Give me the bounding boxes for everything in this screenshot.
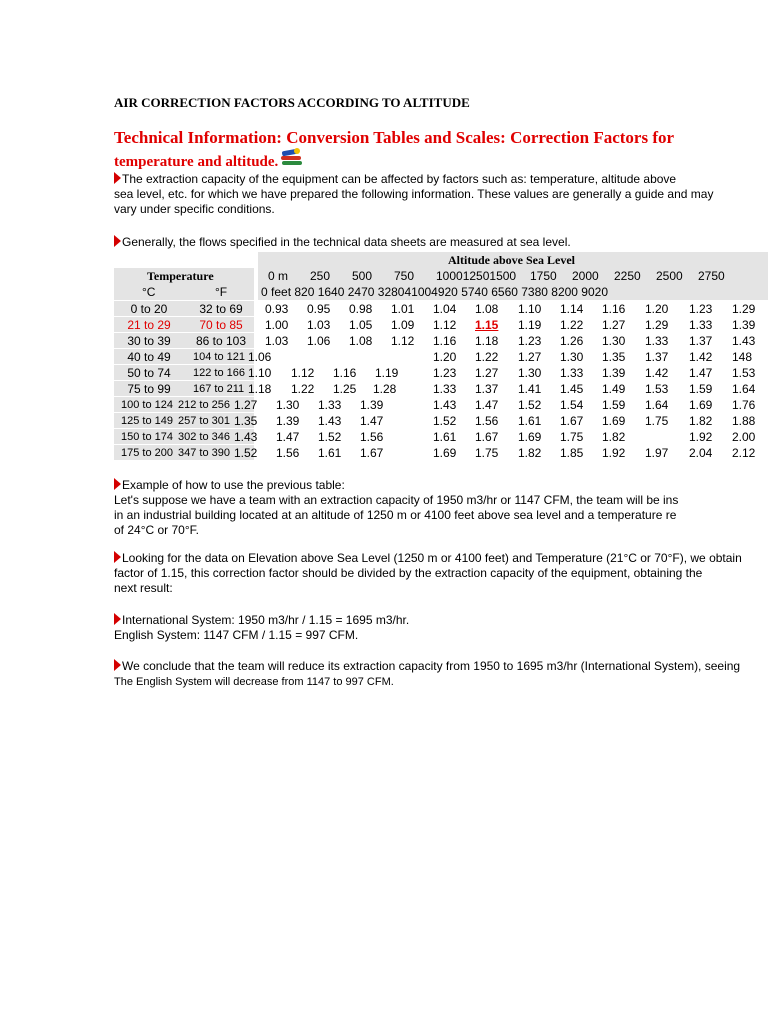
factor-cell: 1.29 (732, 302, 756, 316)
factor-cell: 1.39 (732, 318, 756, 332)
example-line-1: Let's suppose we have a team with an extraction capacity of 1950 m3/hr or 1147 CFM, the team will be ins (114, 493, 679, 507)
factor-cell: 1.49 (602, 382, 626, 396)
example-heading: Example of how to use the previous table: (122, 478, 345, 492)
meters-header-cell: 1750 (530, 269, 557, 283)
factor-cell: 1.43 (234, 430, 258, 444)
factor-cell: 1.67 (360, 446, 384, 460)
fahrenheit-cell: 302 to 346 (178, 431, 230, 443)
conclusion-line-2: The English System will decrease from 1147 to 997 CFM. (114, 676, 394, 688)
factor-cell: 1.69 (602, 414, 626, 428)
factor-cell: 2.12 (732, 446, 756, 460)
factor-cell: 1.23 (433, 366, 457, 380)
factor-cell: 1.00 (265, 318, 289, 332)
factor-cell: 1.30 (602, 334, 626, 348)
fahrenheit-cell: 32 to 69 (199, 302, 243, 316)
meters-header-cell: 100012501500 (436, 269, 517, 283)
factor-cell: 1.10 (518, 302, 542, 316)
factor-cell: 1.67 (560, 414, 584, 428)
result-international: International System: 1950 m3/hr / 1.15 = 1695 m3/hr. (122, 613, 410, 627)
factor-cell: 1.27 (518, 350, 542, 364)
factor-cell: 1.41 (518, 382, 542, 396)
factor-cell: 2.00 (732, 430, 756, 444)
factor-cell: 1.75 (560, 430, 584, 444)
factor-cell: 1.14 (560, 302, 584, 316)
factor-cell: 1.64 (732, 382, 756, 396)
factor-cell: 1.33 (560, 366, 584, 380)
factor-cell: 1.23 (689, 302, 713, 316)
fahrenheit-cell: 104 to 121 (193, 351, 245, 363)
celsius-cell: 175 to 200 (121, 447, 173, 459)
factor-cell: 1.37 (645, 350, 669, 364)
factor-cell: 1.22 (475, 350, 499, 364)
factor-cell: 1.22 (560, 318, 584, 332)
factor-cell: 1.28 (373, 382, 397, 396)
feet-row: 0 feet 820 1640 2470 328041004920 5740 6560 7380 8200 9020 (261, 285, 609, 299)
factor-cell: 1.16 (433, 334, 457, 348)
bullet-arrow-icon (114, 659, 121, 671)
factor-cell: 1.47 (689, 366, 713, 380)
factor-cell: 1.03 (265, 334, 289, 348)
factor-cell: 1.43 (732, 334, 756, 348)
intro-line-1: The extraction capacity of the equipment can be affected by factors such as: temperature, altitude above (122, 172, 677, 186)
factor-cell: 148 (732, 350, 753, 364)
bullet-arrow-icon (114, 613, 121, 625)
factor-cell: 1.18 (248, 382, 272, 396)
factor-cell: 0.98 (349, 302, 373, 316)
factor-cell: 1.53 (732, 366, 756, 380)
factor-cell: 1.69 (689, 398, 713, 412)
meters-header-cell: 750 (394, 269, 415, 283)
factor-cell: 1.47 (475, 398, 499, 412)
fahrenheit-header: °F (215, 285, 228, 299)
factor-cell: 1.09 (391, 318, 415, 332)
temperature-header: Temperature (147, 269, 214, 283)
fahrenheit-cell: 347 to 390 (178, 447, 230, 459)
factor-cell: 1.05 (349, 318, 373, 332)
factor-cell: 0.95 (307, 302, 331, 316)
factor-cell: 1.10 (248, 366, 272, 380)
factor-cell: 1.06 (307, 334, 331, 348)
factor-cell: 1.85 (560, 446, 584, 460)
factor-cell: 1.82 (518, 446, 542, 460)
bullet-arrow-icon (114, 235, 121, 247)
factor-cell: 1.88 (732, 414, 756, 428)
meters-header-cell: 0 m (268, 269, 289, 283)
meters-header-cell: 2750 (698, 269, 725, 283)
factor-cell: 1.52 (318, 430, 342, 444)
factor-cell: 1.69 (433, 446, 457, 460)
example-line-2: in an industrial building located at an altitude of 1250 m or 4100 feet above sea level and a temperature re (114, 508, 677, 522)
bullet-arrow-icon (114, 478, 121, 490)
factor-cell: 1.03 (307, 318, 331, 332)
factor-cell: 1.76 (732, 398, 756, 412)
intro-line-3: vary under specific conditions. (114, 202, 275, 216)
factor-cell: 1.01 (391, 302, 415, 316)
factor-cell: 1.26 (560, 334, 584, 348)
celsius-header: °C (142, 285, 156, 299)
factor-cell: 1.92 (689, 430, 713, 444)
books-icon (280, 148, 304, 168)
looking-paragraph (114, 551, 742, 596)
factor-cell: 1.45 (560, 382, 584, 396)
factor-cell: 1.43 (433, 398, 457, 412)
factor-cell: 1.08 (475, 302, 499, 316)
factor-cell: 1.56 (360, 430, 384, 444)
factor-cell: 1.59 (602, 398, 626, 412)
factor-cell: 1.33 (645, 334, 669, 348)
factor-cell: 1.53 (645, 382, 669, 396)
factor-cell: 1.43 (318, 414, 342, 428)
factor-cell: 1.12 (291, 366, 315, 380)
factor-cell: 0.93 (265, 302, 289, 316)
factor-cell: 1.61 (433, 430, 457, 444)
factor-cell: 1.42 (689, 350, 713, 364)
unit-row-bg (114, 284, 254, 300)
factor-cell: 1.20 (645, 302, 669, 316)
factor-cell: 1.29 (645, 318, 669, 332)
factor-cell: 1.27 (234, 398, 258, 412)
looking-line-2: factor of 1.15, this correction factor should be divided by the extraction capacity of the equipment, obtaining the (114, 566, 703, 580)
result-english: English System: 1147 CFM / 1.15 = 997 CFM. (114, 628, 359, 642)
factor-cell: 1.33 (689, 318, 713, 332)
flows-note (114, 235, 571, 250)
page-heading (114, 127, 674, 173)
example-line-3: of 24°C or 70°F. (114, 523, 199, 537)
bullet-arrow-icon (114, 551, 121, 563)
looking-line-3: next result: (114, 581, 173, 595)
altitude-header: Altitude above Sea Level (448, 253, 575, 267)
celsius-cell: 0 to 20 (130, 302, 168, 316)
factor-cell: 1.42 (645, 366, 669, 380)
heading-line-1: Technical Information: Conversion Tables and Scales: Correction Factors for (114, 128, 675, 147)
factor-cell: 1.12 (391, 334, 415, 348)
conclusion-paragraph (114, 659, 740, 690)
celsius-cell: 21 to 29 (127, 318, 171, 332)
factor-cell: 1.37 (689, 334, 713, 348)
fahrenheit-cell: 86 to 103 (195, 334, 247, 348)
looking-line-1: Looking for the data on Elevation above Sea Level (1250 m or 4100 feet) and Temperature (21°C or 70°F), we obtain (122, 551, 742, 565)
factor-cell: 1.33 (318, 398, 342, 412)
fahrenheit-cell: 122 to 166 (193, 367, 245, 379)
fahrenheit-cell: 212 to 256 (178, 399, 230, 411)
factor-cell: 1.30 (560, 350, 584, 364)
conclusion-line-1: We conclude that the team will reduce its extraction capacity from 1950 to 1695 m3/hr (International System), seeing (122, 659, 741, 673)
factor-cell: 1.64 (645, 398, 669, 412)
factor-cell: 1.16 (602, 302, 626, 316)
factor-cell: 1.27 (475, 366, 499, 380)
celsius-cell: 75 to 99 (127, 382, 171, 396)
factor-cell: 1.39 (360, 398, 384, 412)
factor-cell: 1.30 (518, 366, 542, 380)
factor-cell: 1.59 (689, 382, 713, 396)
factor-cell: 1.35 (602, 350, 626, 364)
celsius-cell: 100 to 124 (121, 399, 173, 411)
factor-cell: 1.52 (518, 398, 542, 412)
factor-cell: 1.20 (433, 350, 457, 364)
fahrenheit-cell: 257 to 301 (178, 415, 230, 427)
fahrenheit-cell: 70 to 85 (199, 318, 243, 332)
flows-note-text: Generally, the flows specified in the technical data sheets are measured at sea level. (122, 235, 571, 249)
fahrenheit-cell: 167 to 211 (193, 383, 245, 395)
factor-cell: 1.37 (475, 382, 499, 396)
celsius-cell: 30 to 39 (127, 334, 171, 348)
factor-cell: 1.25 (333, 382, 357, 396)
factor-cell: 1.35 (234, 414, 258, 428)
factor-cell: 1.52 (234, 446, 258, 460)
celsius-cell: 150 to 174 (121, 431, 173, 443)
factor-cell: 1.19 (518, 318, 542, 332)
factor-cell: 1.19 (375, 366, 399, 380)
bullet-arrow-icon (114, 172, 121, 184)
meters-header-cell: 500 (352, 269, 373, 283)
factor-cell: 1.16 (333, 366, 357, 380)
factor-cell: 1.61 (318, 446, 342, 460)
factor-cell: 1.06 (248, 350, 272, 364)
factor-cell: 1.82 (602, 430, 626, 444)
factor-cell: 1.75 (475, 446, 499, 460)
factor-cell: 1.39 (602, 366, 626, 380)
factor-cell: 1.69 (518, 430, 542, 444)
factor-cell: 1.04 (433, 302, 457, 316)
factor-cell: 1.56 (475, 414, 499, 428)
factor-cell: 1.61 (518, 414, 542, 428)
example-paragraph (114, 478, 678, 538)
meters-header-cell: 2000 (572, 269, 599, 283)
factor-cell: 1.92 (602, 446, 626, 460)
intro-paragraph (114, 172, 713, 217)
factor-cell: 1.08 (349, 334, 373, 348)
factor-cell: 1.33 (433, 382, 457, 396)
factor-cell: 1.30 (276, 398, 300, 412)
factor-cell: 1.39 (276, 414, 300, 428)
factor-cell: 1.67 (475, 430, 499, 444)
factor-cell: 1.22 (291, 382, 315, 396)
factor-cell: 1.47 (276, 430, 300, 444)
factor-cell: 1.27 (602, 318, 626, 332)
factor-cell: 1.18 (475, 334, 499, 348)
document-title: AIR CORRECTION FACTORS ACCORDING TO ALTITUDE (114, 95, 470, 110)
factor-cell: 1.52 (433, 414, 457, 428)
results-paragraph (114, 613, 409, 643)
meters-header-cell: 2250 (614, 269, 641, 283)
factor-cell: 1.15 (475, 318, 499, 332)
celsius-cell: 40 to 49 (127, 350, 171, 364)
factor-cell: 1.75 (645, 414, 669, 428)
factor-cell: 1.47 (360, 414, 384, 428)
factor-cell: 1.97 (645, 446, 669, 460)
factor-cell: 2.04 (689, 446, 713, 460)
celsius-cell: 50 to 74 (127, 366, 171, 380)
meters-header-cell: 2500 (656, 269, 683, 283)
heading-line-2: temperature and altitude. (114, 154, 279, 170)
factor-cell: 1.56 (276, 446, 300, 460)
factor-cell: 1.54 (560, 398, 584, 412)
meters-header-cell: 250 (310, 269, 331, 283)
intro-line-2: sea level, etc. for which we have prepared the following information. These values are generally a guide and may (114, 187, 714, 201)
factor-cell: 1.23 (518, 334, 542, 348)
celsius-cell: 125 to 149 (121, 415, 173, 427)
factor-cell: 1.12 (433, 318, 457, 332)
factor-cell: 1.82 (689, 414, 713, 428)
